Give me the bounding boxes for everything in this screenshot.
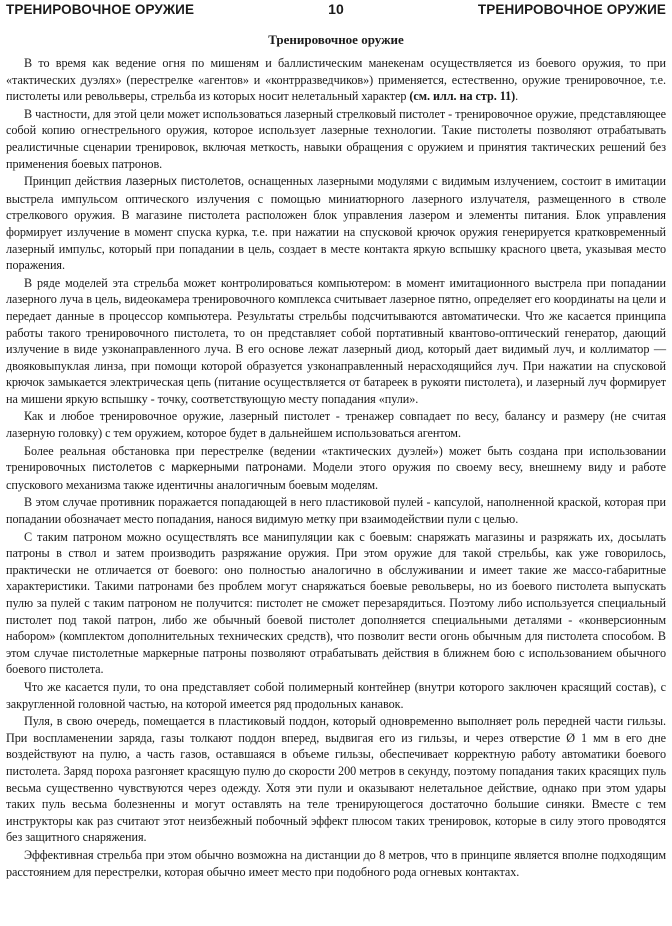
- paragraph-10: Пуля, в свою очередь, помещается в пластиковый поддон, который одновременно выполняет роль передней части гильзы. При воспламенении заряда, газы толкают поддон вперед, выдвигая его из гильзы, и через отверстие Ø 1 мм в его дне воздействуют на пулю, а часть газов, оставшаяся в объеме гильзы, обеспечивает корректную работу автоматики боевого пистолета. Заряд пороха разгоняет красящую пулю до скорости 200 метров в секунду, поэтому попадания таких красящих пуль весьма существенно чувствуются через одежду. Хотя эти пули и оказывают нелетальное действие, однако при этом удары таких пуль весьма болезненны и могут оставлять на теле тренирующегося достаточно большие синяки. Вместе с тем инструкторы как раз считают этот неизбежный побочный эффект плюсом таких тренировок, которые в силу этого проводятся без защитного снаряжения.: [6, 714, 666, 845]
- highlighted-term-laser-pistols: лазерных пистолетов: [125, 175, 241, 189]
- running-header-right: ТРЕНИРОВОЧНОЕ ОРУЖИЕ: [477, 2, 666, 17]
- paragraph-4: В ряде моделей эта стрельба может контролироваться компьютером: в момент имитационного выстрела при попадании лазерного луча в цель, видеокамера тренировочного комплекса считывает лазерное пятно, определяет его координаты на цели и передает данные в процессор компьютера. Результаты стрельбы подсчитываются автоматически. Что же касается принципа работы такого тренировочного пистолета, то он представляет собой портативный квантово-оптический генератор, дающий излучение в виде узконаправленного луча. В его основе лежат лазерный диод, который дает видимый луч, и коллиматор — двояковыпуклая линза, при помощи которой образуется узконаправленный нерасходящийся луч. При нажатии на спусковой крючок замыкается электрическая цепь (питание осуществляется от батареек в рукояти пистолета), и лазерный луч формирует на мишени яркую вспышку - точку, соответствующую месту попадания «пули».: [6, 275, 666, 406]
- paragraph-3-start: Принцип действия: [24, 174, 126, 189]
- paragraph-3: [6, 173, 666, 274]
- paragraph-1: [6, 55, 666, 105]
- paragraph-6-start: Более реальная обстановка при перестрелке (ведении «тактических дуэлей») может быть создана при использовании тренировочных: [6, 443, 666, 475]
- running-header: [6, 0, 666, 23]
- paragraph-5: Как и любое тренировочное оружие, лазерный пистолет - тренажер совпадает по весу, балансу и размеру (не считая лазерную головку) с тем оружием, которое будет в дальнейшем использоваться агентом.: [6, 409, 666, 441]
- paragraph-3-rest: , оснащенных лазерными модулями с видимым излучением, состоит в имитации выстрела импульсом оптического излучения с помощью миниатюрного лазерного излучателя, размещенного в стволе стрелкового оружия. В магазине пистолета расположен блок управления лазером и элементы питания. Блок управления формирует излучение в момент спуска курка, т.е. при нажатии на спусковой крючок оружия генерируется кратковременный лазерный импульс, который при попадании в цель, создает в месте контакта яркую вспышку красного цвета, указывая место поражения.: [6, 174, 666, 273]
- highlighted-term-marker-pistols: пистолетов с маркерными патронами: [92, 461, 304, 475]
- paragraph-8: С таким патроном можно осуществлять все манипуляции как с боевым: снаряжать магазины и разряжать их, досылать патроны в ствол и затем производить разряжание оружия. При этом оружие для такой стрельбы, как уже говорилось, практически не отличается от боевого: оно полностью аналогично в обслуживании и имеет такие же массо-габаритные характеристики. Такими патронами без проблем могут снаряжаться боевые револьверы, но из боевого пистолета выпускать пулю за пулей с таким патроном не получится: пистолет не сможет перезарядиться. Поэтому либо используется специальный пистолет под такой патрон, либо же обычный боевой пистолет дополняется специальными деталями - «конверсионным набором» (комплектом дополнительных технических средств), что позволит вести огонь обычным для пистолета способом. В этом случае пистолетные маркерные патроны позволяют отрабатывать действия в ближнем бою с использованием обычного боевого пистолета.: [6, 529, 666, 677]
- paragraph-11: Эффективная стрельба при этом обычно возможна на дистанции до 8 метров, что в принципе является вполне подходящим расстоянием для перестрелки, которая обычно имеет место при подобного рода огневых контактах.: [6, 847, 666, 879]
- body-text: [6, 55, 666, 880]
- section-title: Тренировочное оружие: [268, 32, 404, 47]
- illustration-reference: (см. илл. на стр. 11): [409, 89, 516, 104]
- page-number: 10: [328, 1, 344, 17]
- paragraph-2: В частности, для этой цели может использоваться лазерный стрелковый пистолет - тренировочное оружие, представляющее собой копию огнестрельного оружия, которое использует лазерные технологии. Такие пистолеты позволяют отрабатывать реалистичные сценарии тренировок, включая меткость, навыки обращения с оружием и принятия тактических решений без применения боевых патронов.: [6, 106, 666, 171]
- paragraph-1-text: В то время как ведение огня по мишеням и баллистическим манекенам осуществляется из боевого оружия, то при «тактических дуэлях» (перестрелке «агентов» и «контрразведчиков») применяется, естественно, оружие тренировочное, т.е. пистолеты или револьверы, стрельба из которых носит нелетальный характер: [6, 56, 666, 104]
- paragraph-6-rest: . Модели этого оружия по своему весу, внешнему виду и работе спускового механизма также идентичны аналогичным боевым моделям.: [6, 460, 666, 492]
- running-header-left: ТРЕНИРОВОЧНОЕ ОРУЖИЕ: [6, 2, 195, 17]
- paragraph-6: [6, 443, 666, 494]
- paragraph-7: В этом случае противник поражается попадающей в него пластиковой пулей - капсулой, наполненной краской, которая при попадании обозначает место попадания, нанося видимую метку при взаимодействии пули с целью.: [6, 495, 666, 527]
- paragraph-9: Что же касается пули, то она представляет собой полимерный контейнер (внутри которого заключен красящий состав), с закругленной головной частью, на которой имеется ряд продольных канавок.: [6, 679, 666, 711]
- paragraph-1-end: .: [515, 89, 519, 104]
